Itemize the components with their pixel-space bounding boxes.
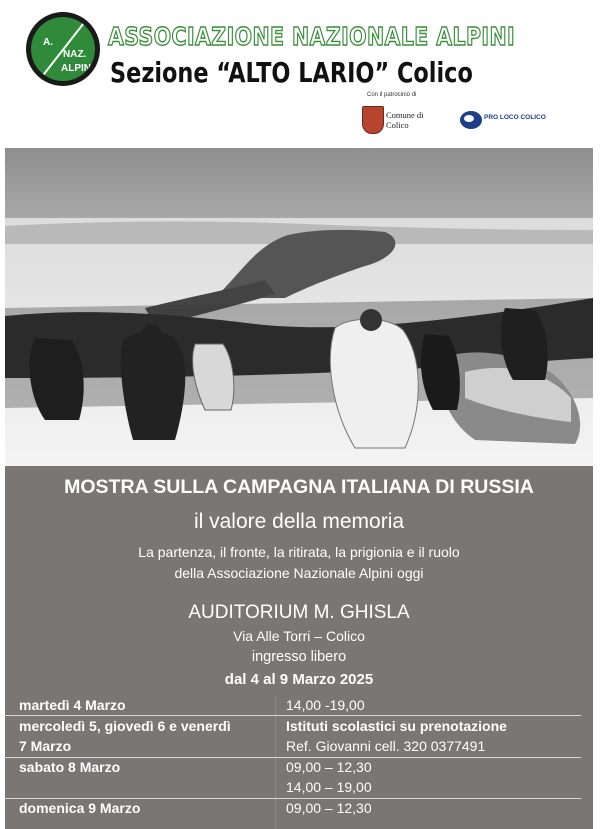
logo-text-a: A. bbox=[43, 37, 53, 48]
section-title: Sezione “ALTO LARIO” Colico bbox=[110, 56, 473, 89]
schedule-day: domenica 9 Marzo bbox=[19, 800, 141, 816]
proloco-label: PRO LOCO COLICO bbox=[484, 114, 546, 121]
event-dates: dal 4 al 9 Marzo 2025 bbox=[224, 671, 374, 688]
schedule-hours: 09,00 – 12,30 bbox=[286, 800, 372, 816]
event-info-panel bbox=[5, 466, 593, 696]
historic-photo bbox=[5, 148, 593, 466]
schedule-hours: 09,00 – 12,30 bbox=[286, 759, 372, 775]
schedule-day: sabato 8 Marzo bbox=[19, 759, 121, 775]
schedule-table bbox=[5, 696, 593, 829]
comune-label: Comune di Colico bbox=[386, 110, 424, 130]
patronage-label: Con il patrocinio di bbox=[367, 92, 417, 98]
venue-address: Via Alle Torri – Colico bbox=[233, 628, 365, 644]
schedule-hours-afternoon: 14,00 – 19,00 bbox=[286, 779, 372, 795]
description-line-2: della Associazione Nazionale Alpini oggi bbox=[174, 565, 424, 581]
ana-logo bbox=[26, 12, 100, 86]
entry-note: ingresso libero bbox=[251, 649, 347, 665]
schedule-day-continued: 7 Marzo bbox=[19, 738, 72, 754]
exhibition-title: MOSTRA SULLA CAMPAGNA ITALIANA DI RUSSIA bbox=[64, 476, 534, 498]
schedule-hours: Istituti scolastici su prenotazione bbox=[286, 718, 507, 734]
schedule-day: martedì 4 Marzo bbox=[19, 697, 126, 713]
comune-crest-icon bbox=[362, 106, 384, 134]
association-title: ASSOCIAZIONE NAZIONALE ALPINI bbox=[108, 22, 516, 51]
schedule-day: mercoledì 5, giovedì 6 e venerdì bbox=[19, 718, 231, 734]
schedule-hours: 14,00 -19,00 bbox=[286, 697, 365, 713]
logo-text-naz: NAZ. bbox=[63, 49, 87, 60]
logo-text-alpini: ALPINI bbox=[61, 63, 94, 74]
description-line-1: La partenza, il fronte, la ritirata, la prigionia e il ruolo bbox=[138, 544, 460, 560]
schedule-contact: Ref. Giovanni cell. 320 0377491 bbox=[286, 738, 486, 754]
proloco-logo-icon bbox=[460, 111, 482, 129]
exhibition-subtitle: il valore della memoria bbox=[193, 510, 405, 533]
venue-name: AUDITORIUM M. GHISLA bbox=[188, 602, 410, 623]
logo-emblem bbox=[31, 17, 95, 81]
